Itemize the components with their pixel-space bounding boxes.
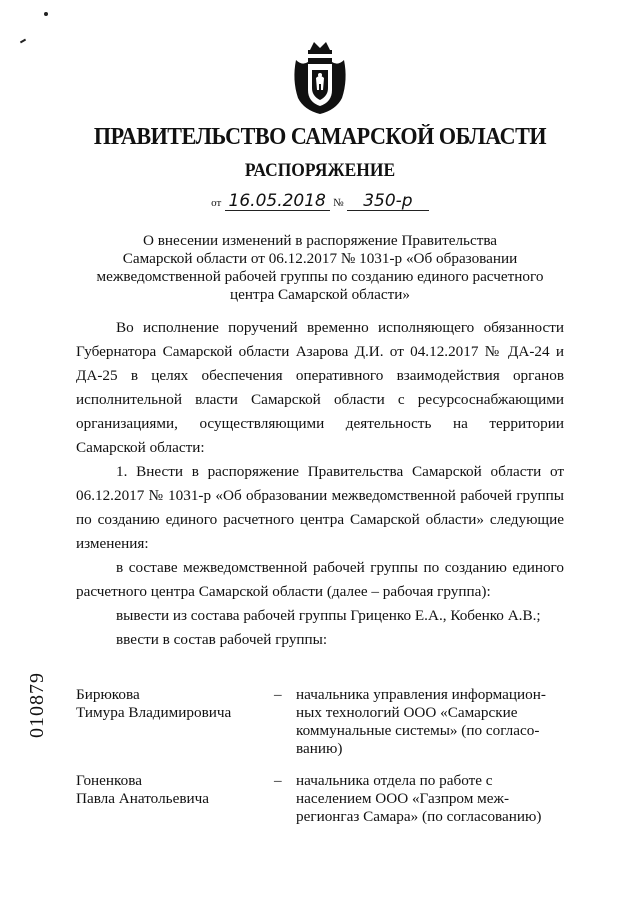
member-name: [76, 686, 266, 722]
position-line: регионгаз Самара» (по согласованию): [296, 808, 542, 825]
subject-line: центра Самарской области»: [230, 286, 410, 303]
member-surname: Гоненкова: [76, 772, 142, 789]
member-given-names: Павла Анатольевича: [76, 790, 209, 807]
scan-speck: [20, 39, 26, 44]
remove-members-paragraph: вывести из состава рабочей группы Гриценко Е.А., Кобенко А.В.;: [116, 607, 541, 624]
member-position: [296, 772, 564, 826]
subject-line: межведомственной рабочей группы по созданию единого расчетного: [96, 268, 544, 285]
add-members-paragraph: ввести в состав рабочей группы:: [116, 631, 328, 648]
member-entry: [76, 772, 564, 832]
item-1-paragraph: 1. Внести в распоряжение Правительства Самарской области от 06.12.2017 № 1031-р «Об образовании межведомственной рабочей группы по созданию единого расчетного центра Самарской области» следующие изменения:: [76, 463, 564, 552]
subject-line: О внесении изменений в распоряжение Правительства: [142, 232, 498, 249]
document-type: РАСПОРЯЖЕНИЕ: [244, 160, 396, 181]
member-given-names: Тимура Владимировича: [76, 704, 232, 721]
serial-number: 010879: [26, 672, 48, 738]
member-name: [76, 772, 266, 808]
member-entry: [76, 686, 564, 766]
position-line: ных технологий ООО «Самарские: [296, 704, 518, 721]
position-line: начальника управления информацион-: [296, 686, 546, 703]
position-line: ванию): [296, 740, 343, 757]
position-line: коммунальные системы» (по согласо-: [296, 722, 540, 739]
scan-speck: [44, 12, 48, 16]
member-surname: Бирюкова: [76, 686, 140, 703]
handwritten-date: 16.05.2018: [225, 192, 330, 211]
preamble-paragraph: Во исполнение поручений временно исполняющего обязанности Губернатора Самарской области Азарова Д.И. от 04.12.2017 № ДА-24 и ДА-25 в целях обеспечения оперативного взаимодействия органов исполнительной власти Самарской области с ресурсоснабжающими организациями, осуществляющими деятельность на территории Самарской области:: [76, 319, 564, 456]
document-subject: [95, 232, 545, 304]
position-line: начальника отдела по работе с: [296, 772, 493, 789]
subject-line: Самарской области от 06.12.2017 № 1031-р «Об образовании: [122, 250, 518, 267]
date-number-line: [0, 192, 640, 211]
handwritten-number: 350-р: [347, 192, 429, 211]
number-prefix: №: [333, 197, 344, 209]
org-title: ПРАВИТЕЛЬСТВО САМАРСКОЙ ОБЛАСТИ: [93, 124, 547, 150]
coat-of-arms-emblem: [288, 40, 352, 116]
document-body: [76, 316, 564, 652]
change-intro-paragraph: в составе межведомственной рабочей группы по созданию единого расчетного центра Самарской области (далее – рабочая группа):: [76, 559, 564, 600]
member-position: [296, 686, 564, 758]
member-dash: –: [274, 686, 282, 703]
member-dash: –: [274, 772, 282, 789]
date-prefix: от: [211, 197, 222, 209]
position-line: населением ООО «Газпром меж-: [296, 790, 510, 807]
